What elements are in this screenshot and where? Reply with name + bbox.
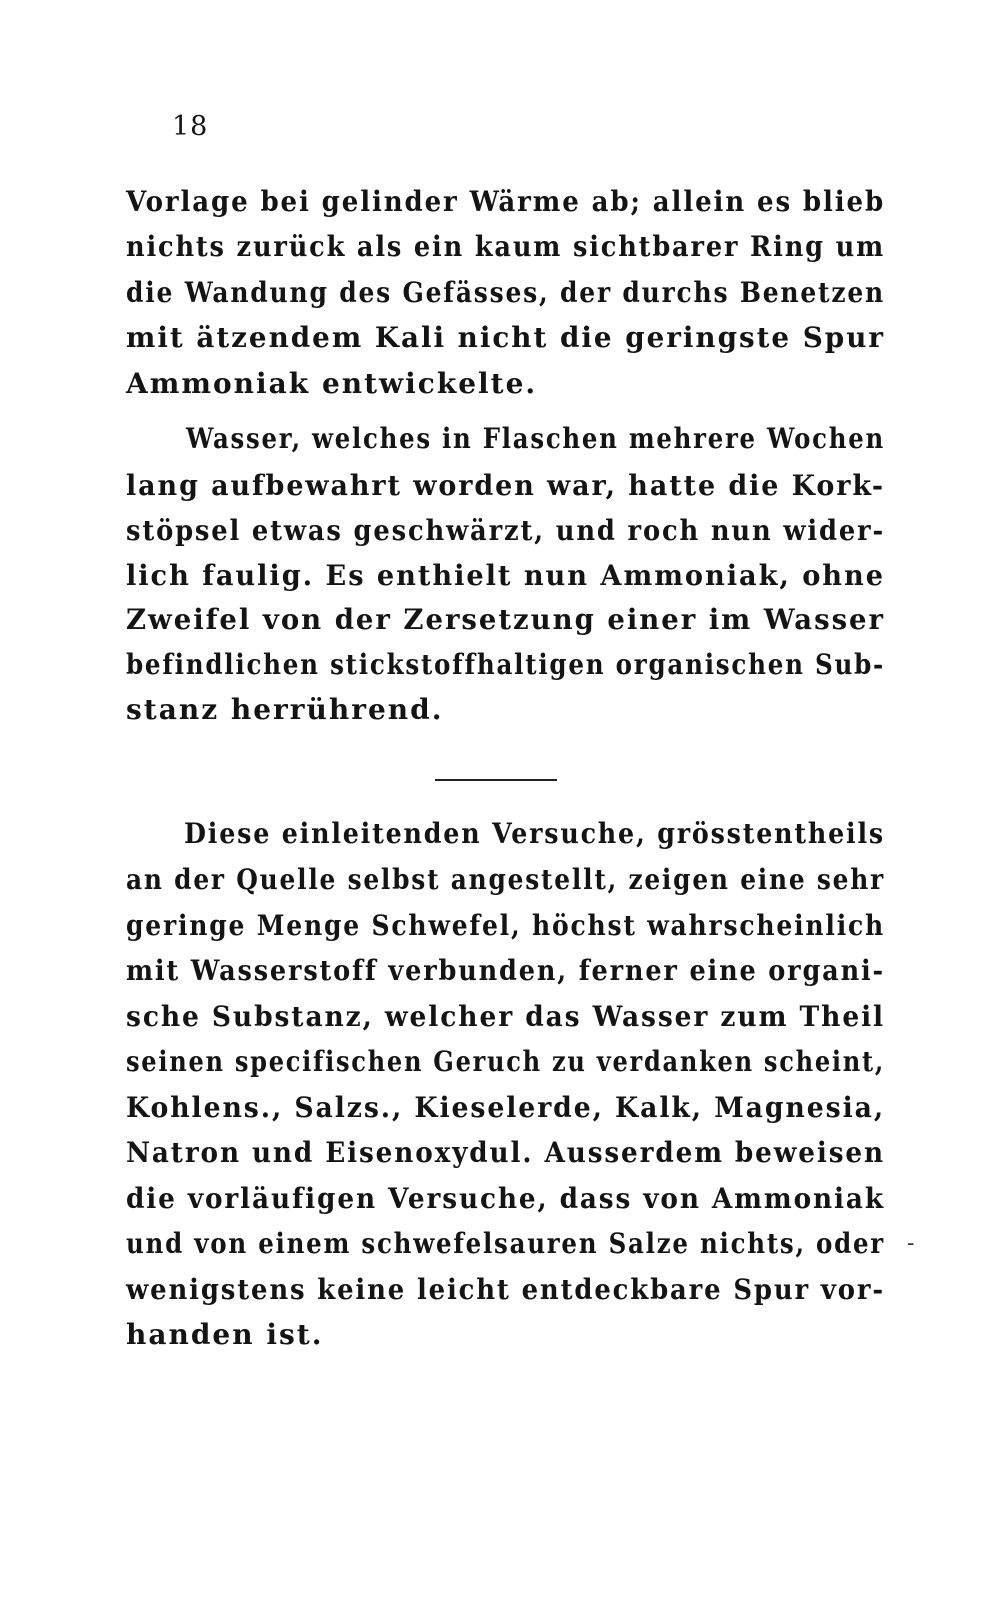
text-line: die vorläufigen Versuche, dass von Ammoniak [126,1182,885,1215]
text-line: wenigstens keine leicht entdeckbare Spur vor- [126,1273,885,1306]
text-line: handen ist. [126,1318,324,1351]
text-line: Diese einleitenden Versuche, grösstentheils [184,817,885,850]
text-line: geringe Menge Schwefel, höchst wahrscheinlich [126,909,886,942]
text-line: stöpsel etwas geschwärzt, und roch nun wider- [126,514,885,547]
text-line: befindlichen stickstoffhaltigen organischen Sub- [126,648,886,681]
text-line: sche Substanz, welcher das Wasser zum Theil [126,1000,886,1033]
page-number: 18 [172,111,209,142]
text-line: stanz herrührend. [126,693,444,726]
text-line: und von einem schwefelsauren Salze nichts, oder [126,1227,885,1260]
text-line: Wasser, welches in Flaschen mehrere Wochen [186,422,885,455]
text-line: Vorlage bei gelinder Wärme ab; allein es blieb [126,185,886,218]
text-line: mit Wasserstoff verbunden, ferner eine organi- [126,954,885,987]
text-line: nichts zurück als ein kaum sichtbarer Ring um [126,230,886,263]
text-line: die Wandung des Gefässes, der durchs Benetzen [126,276,885,309]
text-line: mit ätzendem Kali nicht die geringste Spur [126,321,885,354]
text-line: seinen specifischen Geruch zu verdanken scheint, [126,1045,885,1078]
text-line: Kohlens., Salzs., Kieselerde, Kalk, Magnesia, [126,1091,886,1124]
text-line: lich faulig. Es enthielt nun Ammoniak, ohne [126,559,886,592]
section-divider [435,779,557,781]
text-line: lang aufbewahrt worden war, hatte die Kork- [126,469,886,502]
text-line: Zweifel von der Zersetzung einer im Wasser [126,603,885,636]
text-line: Ammoniak entwickelte. [126,367,538,400]
text-line: Natron und Eisenoxydul. Ausserdem beweisen [126,1136,885,1169]
margin-mark: - [907,1231,915,1256]
text-line: an der Quelle selbst angestellt, zeigen eine sehr [126,863,885,896]
